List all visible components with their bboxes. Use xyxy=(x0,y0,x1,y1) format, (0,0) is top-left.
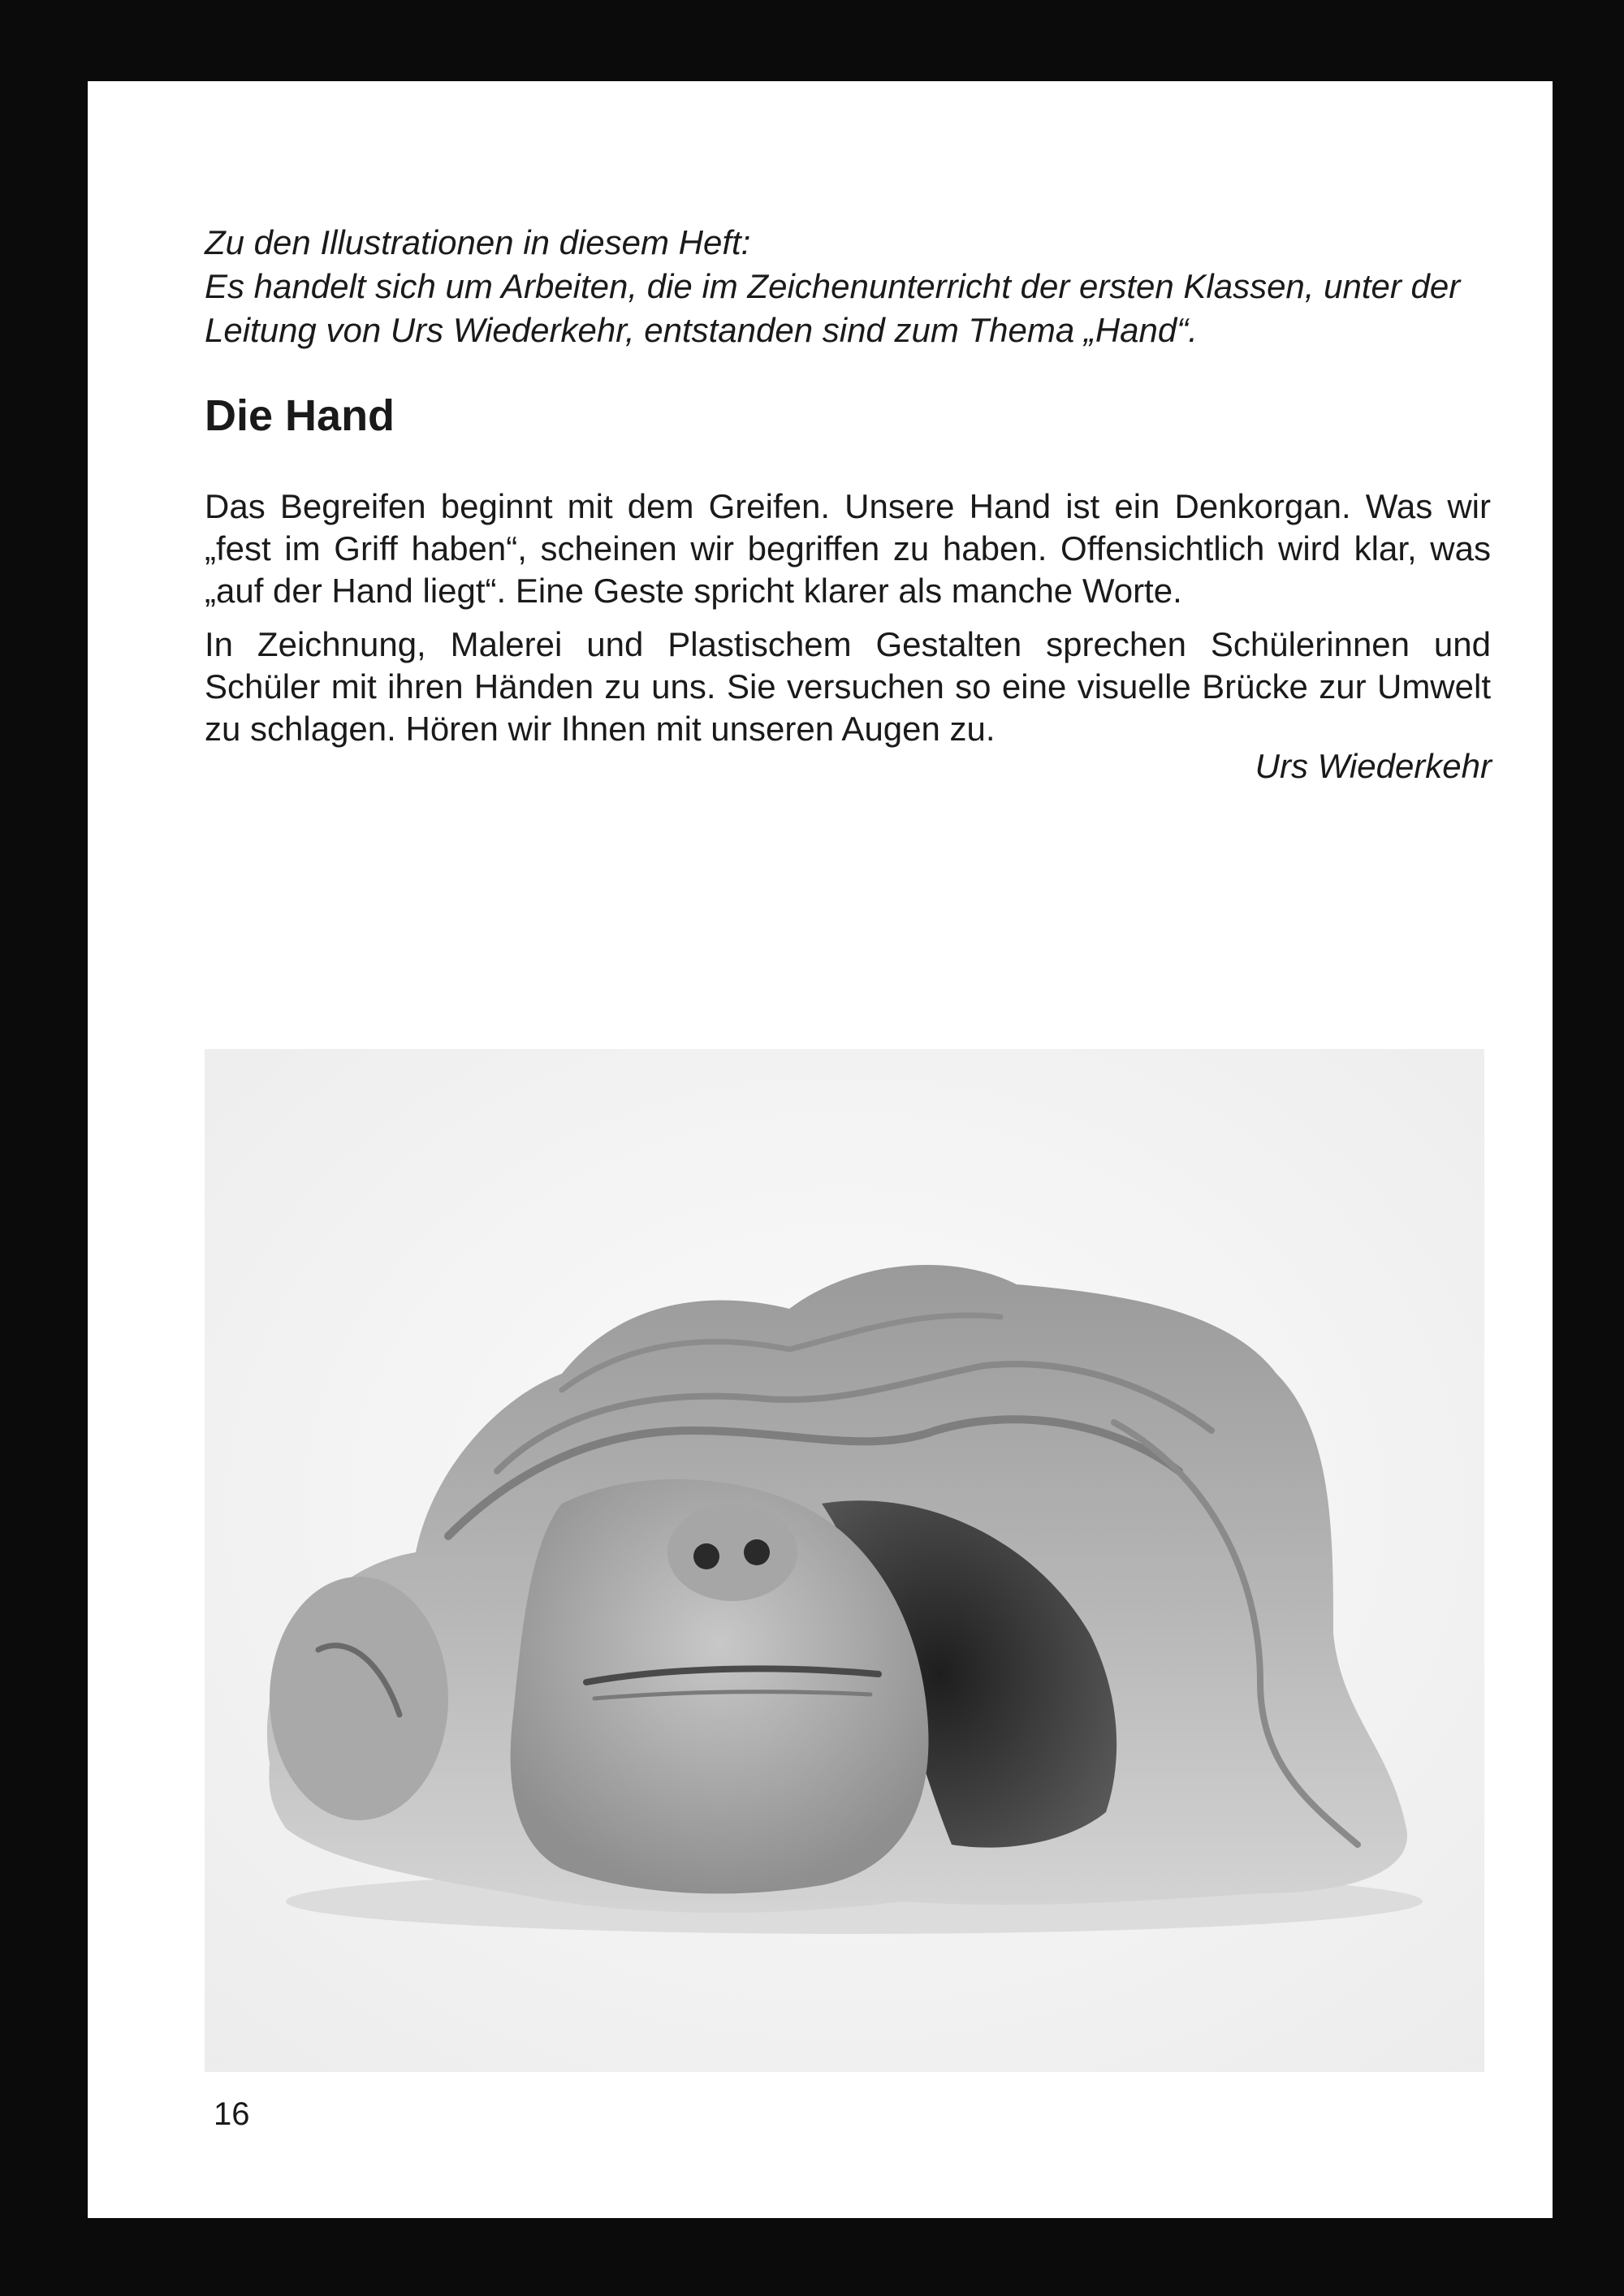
article-paragraph-2: In Zeichnung, Malerei und Plastischem Gestalten sprechen Schülerinnen und Schüler mit ihren Händen zu uns. Sie versuchen so eine visuelle Brücke zur Umwelt zu schlagen. Hören wir Ihnen mit unseren Augen zu. xyxy=(205,625,1491,748)
author-signature: Urs Wiederkehr xyxy=(1255,747,1492,785)
article-paragraph-1: Das Begreifen beginnt mit dem Greifen. Unsere Hand ist ein Denkorgan. Was wir „fest im Griff haben“, scheinen wir begriffen zu haben. Offensichtlich wird klar, was „auf der Hand liegt“. Eine Geste spricht klarer als manche Worte. xyxy=(205,487,1491,610)
sculpture-left-lump xyxy=(270,1577,448,1820)
sculpture-nose xyxy=(667,1504,797,1601)
sculpture-nostril-right xyxy=(744,1539,770,1565)
sculpture-nostril-left xyxy=(693,1543,719,1569)
illustration-note-text: Es handelt sich um Arbeiten, die im Zeichenunterricht der ersten Klassen, unter der Leitung von Urs Wiederkehr, entstanden sind zum Thema „Hand“. xyxy=(205,267,1461,349)
page-number: 16 xyxy=(214,2096,250,2132)
clay-sculpture-photo xyxy=(205,1049,1484,2072)
illustration-note xyxy=(205,221,1491,352)
article-title: Die Hand xyxy=(205,391,395,440)
document-page xyxy=(88,81,1553,2218)
illustration-note-heading: Zu den Illustrationen in diesem Heft: xyxy=(205,223,751,261)
